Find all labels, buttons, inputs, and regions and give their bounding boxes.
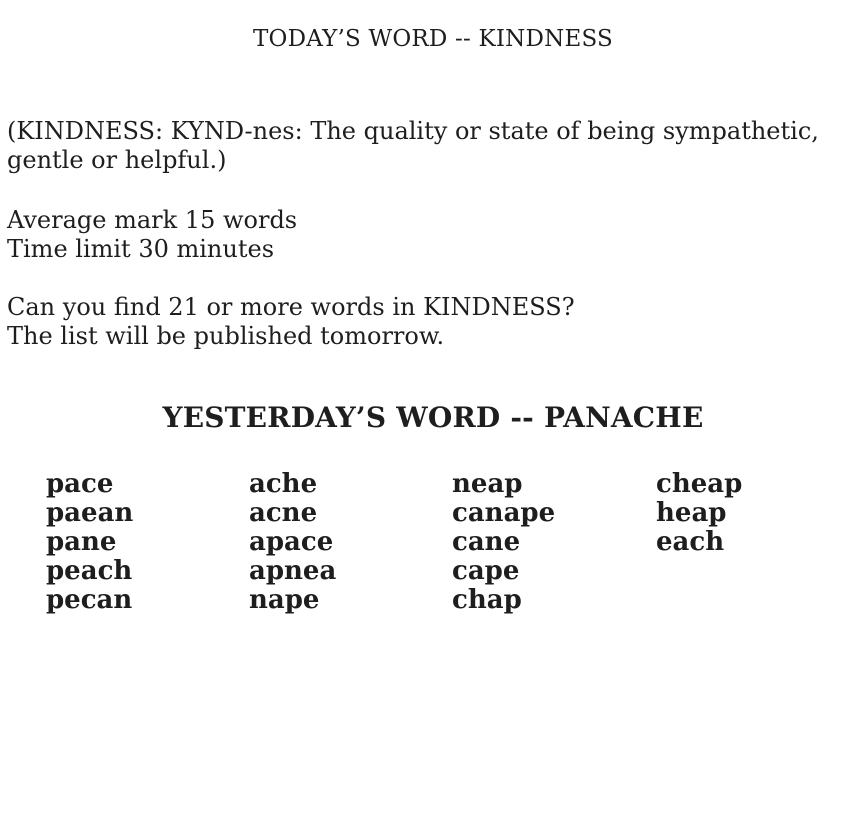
word-column [249, 470, 449, 615]
answer-word: pace [46, 469, 114, 499]
answer-word: apnea [249, 556, 337, 586]
answer-word: cape [452, 556, 520, 586]
answer-word: heap [656, 498, 727, 528]
puzzle-stats [7, 206, 297, 264]
answer-word-grid [46, 470, 846, 620]
word-column [46, 470, 246, 615]
challenge-text [7, 293, 575, 351]
word-column [452, 470, 652, 615]
answer-word: peach [46, 556, 133, 586]
yesterdays-word-title: YESTERDAY’S WORD -- PANACHE [162, 401, 704, 434]
answer-word: cheap [656, 469, 743, 499]
answer-word: cane [452, 527, 521, 557]
todays-word-title: TODAY’S WORD -- KINDNESS [253, 26, 613, 52]
word-definition [7, 117, 827, 175]
answer-word: pane [46, 527, 117, 557]
answer-word: neap [452, 469, 523, 499]
publish-note: The list will be published tomorrow. [7, 322, 445, 350]
answer-word: acne [249, 498, 318, 528]
time-limit: Time limit 30 minutes [7, 235, 275, 263]
answer-word: chap [452, 585, 522, 615]
answer-word: ache [249, 469, 318, 499]
answer-word: nape [249, 585, 320, 615]
definition-line: gentle or helpful.) [7, 146, 227, 174]
definition-line: (KINDNESS: KYND-nes: The quality or state of being sympathetic, [7, 117, 819, 145]
average-mark: Average mark 15 words [7, 206, 298, 234]
answer-word: canape [452, 498, 556, 528]
answer-word: apace [249, 527, 334, 557]
challenge-question: Can you find 21 or more words in KINDNESS? [7, 293, 575, 321]
answer-word: pecan [46, 585, 133, 615]
answer-word: each [656, 527, 725, 557]
answer-word: paean [46, 498, 134, 528]
word-column [656, 470, 856, 557]
